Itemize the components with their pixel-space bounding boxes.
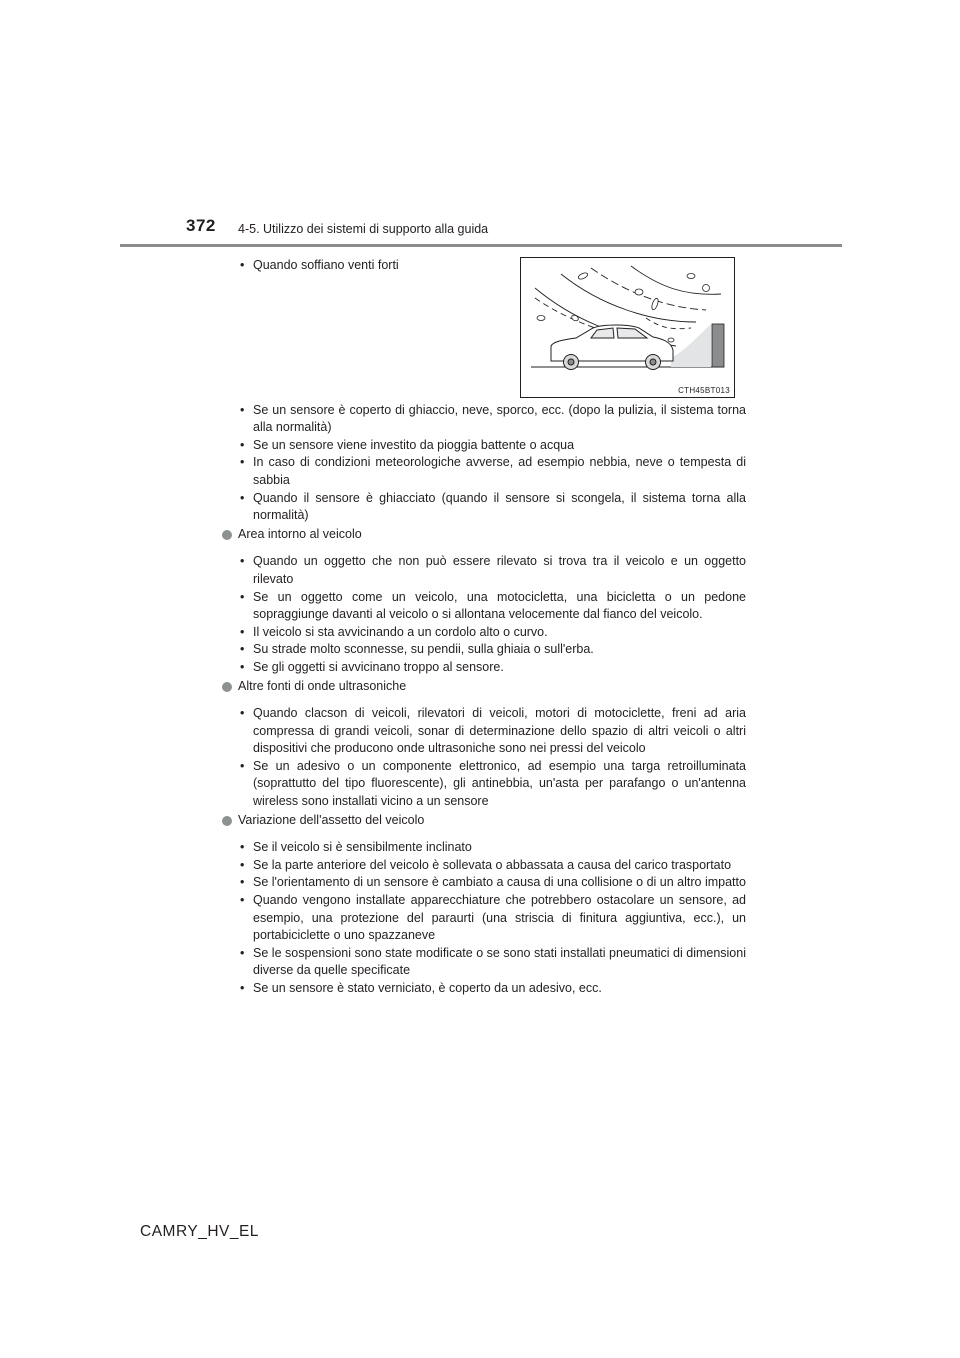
list-item: • Quando vengono installate apparecchiature che potrebbero ostacolare un sensore, ad esempio, una protezione del paraurti (una striscia di finitura aggiuntiva, ecc.), un portabiciclette o uno spazzaneve (220, 892, 746, 945)
list-item: • Il veicolo si sta avvicinando a un cordolo alto o curvo. (220, 624, 746, 642)
list-item: • Quando soffiano venti forti (220, 257, 506, 275)
document-code: CAMRY_HV_EL (140, 1223, 259, 1240)
list-item: • Se un oggetto come un veicolo, una motocicletta, una bicicletta o un pedone sopraggiunge davanti al veicolo o si allontana velocemente dal fianco del veicolo. (220, 589, 746, 624)
section-title: 4-5. Utilizzo dei sistemi di supporto alla guida (238, 222, 489, 236)
wind-condition-list (220, 257, 506, 275)
list-item: • Su strade molto sconnesse, su pendii, sulla ghiaia o sull'erba. (220, 641, 746, 659)
list-item: • Quando un oggetto che non può essere rilevato si trova tra il veicolo e un oggetto rilevato (220, 553, 746, 588)
list-item: • Quando il sensore è ghiacciato (quando il sensore si scongela, il sistema torna alla normalità) (220, 490, 746, 525)
list-item: • Se il veicolo si è sensibilmente inclinato (220, 839, 746, 857)
bullet-dot-icon (222, 816, 232, 826)
weather-condition-list (220, 402, 746, 525)
section-heading-vehicle-attitude (220, 812, 746, 830)
list-item: • Se l'orientamento di un sensore è cambiato a causa di una collisione o di un altro impatto (220, 874, 746, 892)
section-heading-vehicle-area (220, 526, 746, 544)
ultrasonic-sources-list (220, 705, 746, 811)
vehicle-area-list (220, 553, 746, 676)
section-heading-ultrasonic-sources (220, 678, 746, 696)
section-heading-text: Variazione dell'assetto del veicolo (238, 812, 425, 827)
list-item: • Se un sensore viene investito da pioggia battente o acqua (220, 437, 746, 455)
section-heading-text: Altre fonti di onde ultrasoniche (238, 678, 407, 693)
main-content (220, 257, 746, 999)
vehicle-attitude-list (220, 839, 746, 997)
header-divider (120, 244, 842, 247)
list-item: • Quando clacson di veicoli, rilevatori di veicoli, motori di motociclette, freni ad aria compressa di grandi veicoli, sonar di determinazione dello spazio di altri veicoli o altri dispositivi che producono onde ultrasoniche sono nei pressi del veicolo (220, 705, 746, 758)
bullet-dot-icon (222, 682, 232, 692)
list-item: • Se la parte anteriore del veicolo è sollevata o abbassata a causa del carico trasportato (220, 857, 746, 875)
list-item: • Se un adesivo o un componente elettronico, ad esempio una targa retroilluminata (soprattutto del tipo fluorescente), gli antinebbia, un'asta per parafango o un'antenna wireless sono installati vicino a un sensore (220, 758, 746, 811)
list-item: • Se gli oggetti si avvicinano troppo al sensore. (220, 659, 746, 677)
list-item: • In caso di condizioni meteorologiche avverse, ad esempio nebbia, neve o tempesta di sabbia (220, 454, 746, 489)
page-number: 372 (186, 216, 216, 235)
section-heading-text: Area intorno al veicolo (238, 526, 362, 541)
list-item: • Se un sensore è stato verniciato, è coperto da un adesivo, ecc. (220, 980, 746, 998)
list-item: • Se un sensore è coperto di ghiaccio, neve, sporco, ecc. (dopo la pulizia, il sistema torna alla normalità) (220, 402, 746, 437)
bullet-dot-icon (222, 530, 232, 540)
list-item: • Se le sospensioni sono state modificate o se sono stati installati pneumatici di dimensioni diverse da quelle specificate (220, 945, 746, 980)
figure-code: CTH45BT013 (678, 386, 730, 395)
